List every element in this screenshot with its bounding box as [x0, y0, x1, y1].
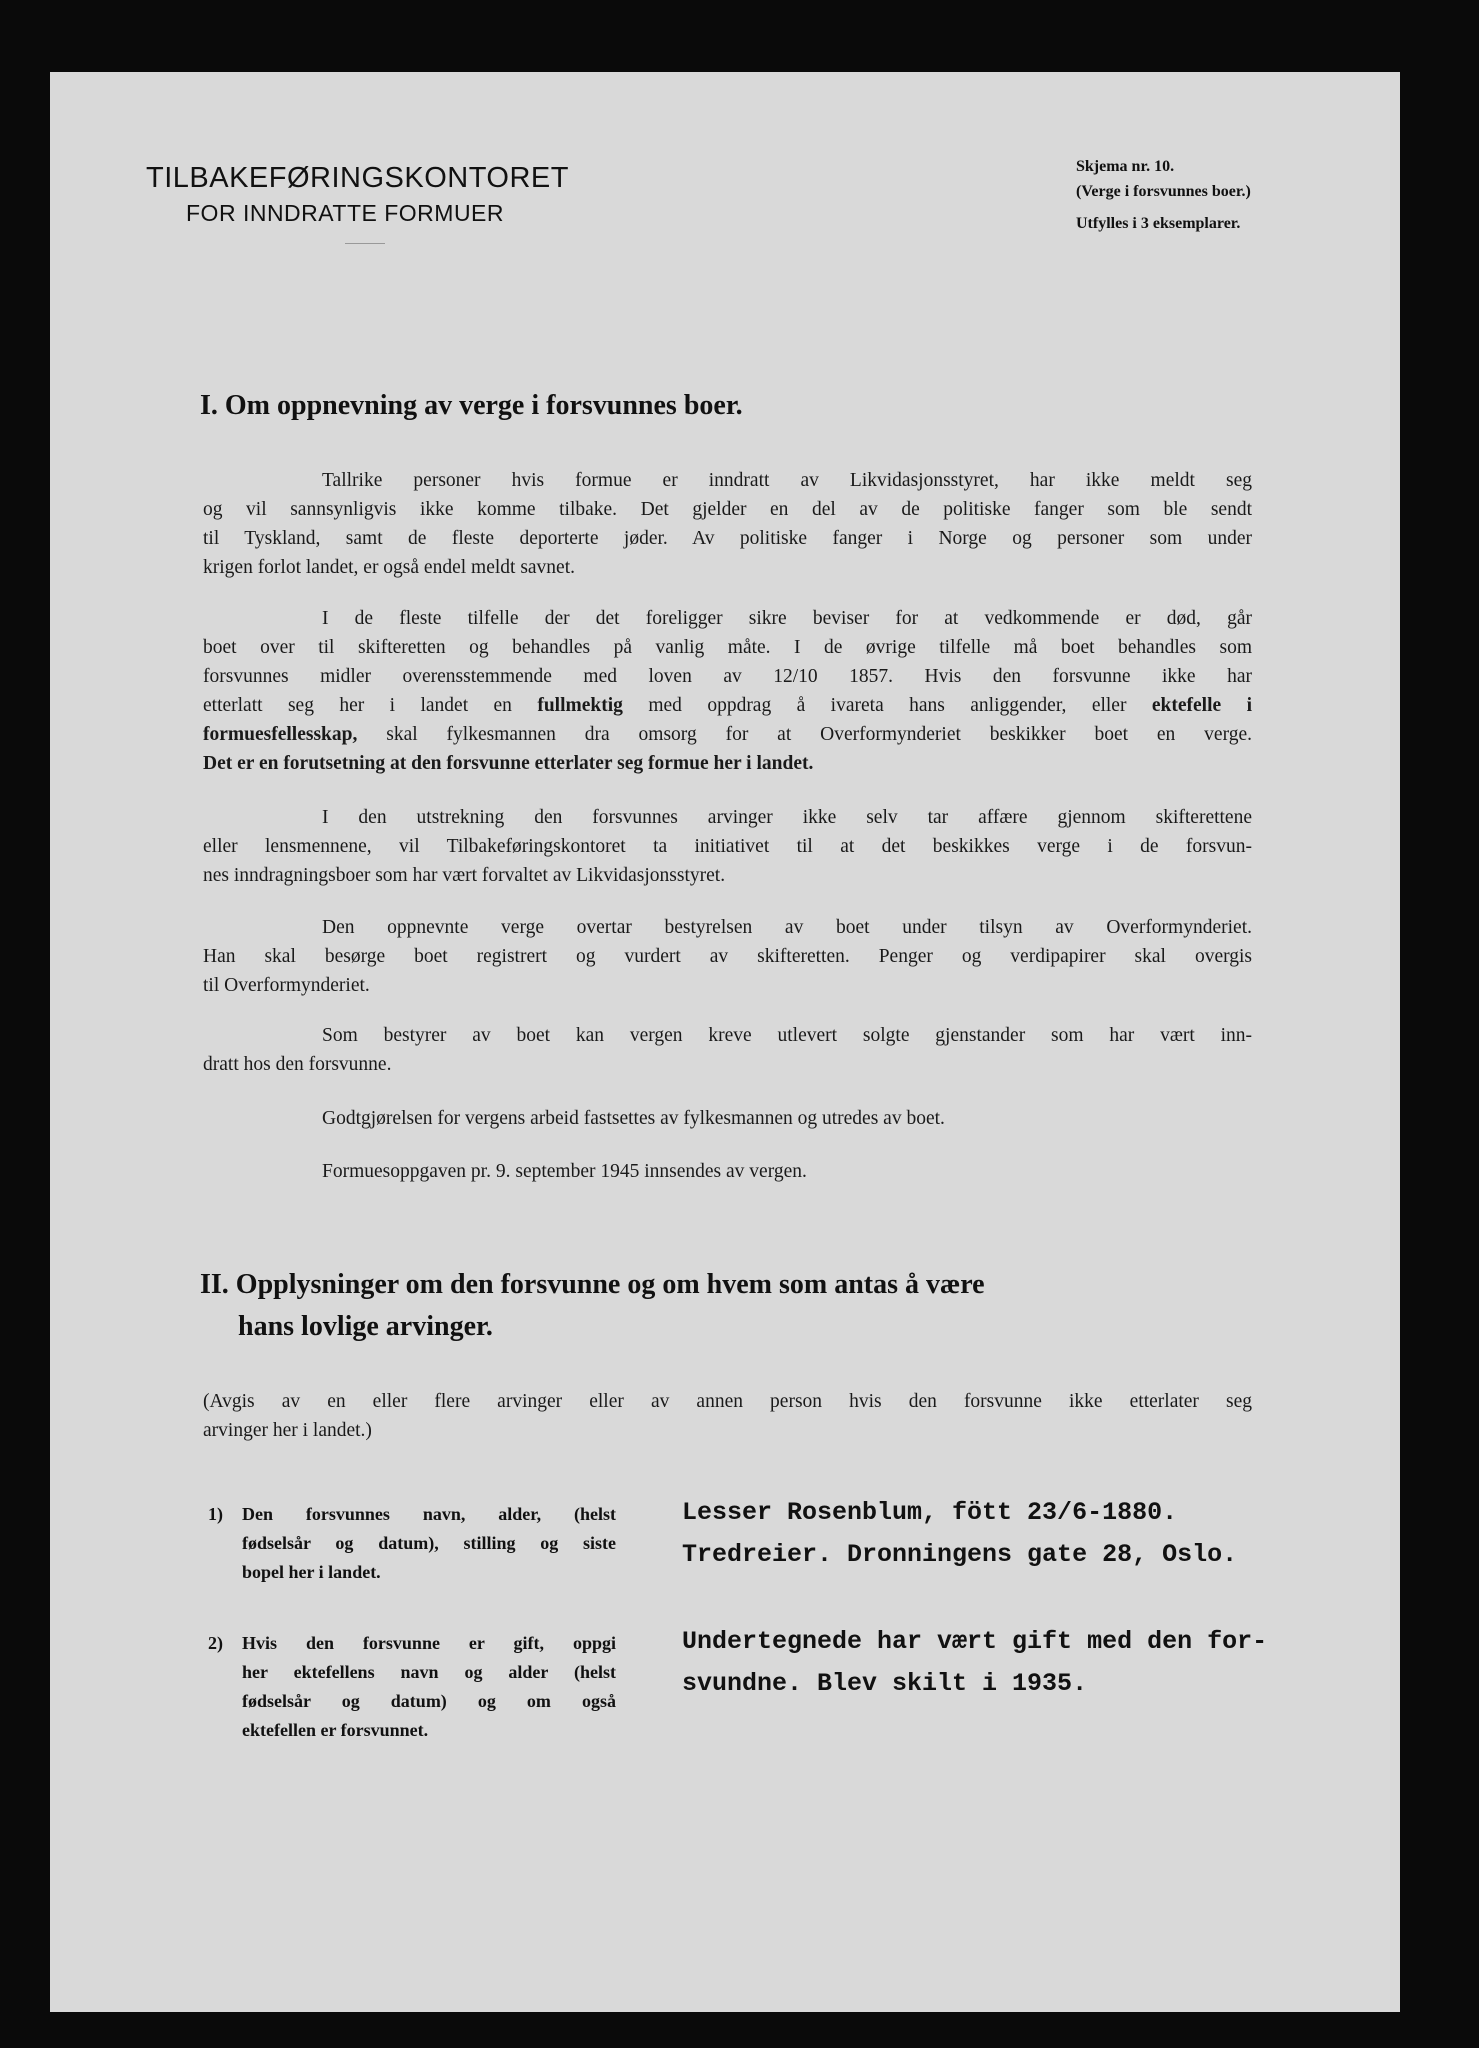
section2-note-line: (Avgis av en eller flere arvinger eller av annen person hvis den forsvunne ikke etterlater seg — [203, 1391, 1252, 1412]
item-question — [242, 1500, 616, 1587]
paragraph-line: Han skal besørge boet registrert og vurdert av skifteretten. Penger og verdipapirer skal overgis — [203, 946, 1252, 967]
form-subtitle: (Verge i forsvunnes boer.) — [1076, 183, 1251, 200]
question-line: Den forsvunnes navn, alder, (helst — [242, 1504, 616, 1524]
paragraph-line: etterlatt seg her i landet en fullmektig med oppdrag å ivareta hans anliggender, eller ektefelle i — [203, 695, 1252, 716]
paragraph-line: Det er en forutsetning at den forsvunne etterlater seg formue her i landet. — [203, 753, 814, 774]
form-number: Skjema nr. 10. — [1076, 158, 1175, 175]
question-line: her ektefellens navn og alder (helst — [242, 1662, 616, 1682]
paragraph-line: dratt hos den forsvunne. — [203, 1054, 392, 1075]
typed-answer-line: Lesser Rosenblum, fött 23/6-1880. — [682, 1498, 1178, 1527]
typed-answer-line: Tredreier. Dronningens gate 28, Oslo. — [682, 1540, 1238, 1569]
paragraph-line: Den oppnevnte verge overtar bestyrelsen av boet under tilsyn av Overformynderiet. — [322, 917, 1252, 938]
paragraph-line: I de fleste tilfelle der det foreligger sikre beviser for at vedkommende er død, går — [322, 608, 1252, 629]
paragraph-line: krigen forlot landet, er også endel meldt savnet. — [203, 557, 576, 578]
item-number: 1) — [208, 1504, 223, 1524]
paragraph-line: I den utstrekning den forsvunnes arvinger ikke selv tar affære gjennom skifterettene — [322, 807, 1252, 828]
divider — [345, 243, 385, 244]
organization-subtitle: FOR INNDRATTE FORMUER — [186, 200, 505, 226]
paragraph-line: Som bestyrer av boet kan vergen kreve utlevert solgte gjenstander som har vært inn- — [322, 1025, 1252, 1046]
paragraph-line: til Tyskland, samt de fleste deporterte jøder. Av politiske fanger i Norge og personer som under — [203, 528, 1252, 549]
paragraph-line: boet over til skifteretten og behandles på vanlig måte. I de øvrige tilfelle må boet behandles som — [203, 637, 1252, 658]
paragraph-line: Godtgjørelsen for vergens arbeid fastsettes av fylkesmannen og utredes av boet. — [322, 1108, 945, 1129]
paragraph-line: til Overformynderiet. — [203, 975, 370, 996]
item-question — [242, 1629, 616, 1745]
item-number: 2) — [208, 1633, 223, 1653]
organization-name: TILBAKEFØRINGSKONTORET — [146, 162, 569, 194]
question-line: fødselsår og datum) og om også — [242, 1691, 616, 1711]
typed-answer-line: svundne. Blev skilt i 1935. — [682, 1669, 1088, 1698]
section2-heading-cont: hans lovlige arvinger. — [238, 1311, 493, 1342]
section2-note-line: arvinger her i landet.) — [203, 1420, 372, 1441]
section1-heading: I. Om oppnevning av verge i forsvunnes boer. — [200, 390, 743, 421]
copies-note: Utfylles i 3 eksemplarer. — [1076, 215, 1241, 232]
section2-heading: II. Opplysninger om den forsvunne og om hvem som antas å være — [200, 1269, 985, 1300]
paragraph-line: Formuesoppgaven pr. 9. september 1945 innsendes av vergen. — [322, 1161, 807, 1182]
question-line: Hvis den forsvunne er gift, oppgi — [242, 1633, 616, 1653]
question-line: ektefellen er forsvunnet. — [242, 1720, 429, 1740]
paragraph-line: Tallrike personer hvis formue er inndratt av Likvidasjonsstyret, har ikke meldt seg — [322, 470, 1252, 491]
typed-answer-line: Undertegnede har vært gift med den for- — [682, 1627, 1268, 1656]
paragraph-line: eller lensmennene, vil Tilbakeføringskontoret ta initiativet til at det beskikkes verge i de forsvun- — [203, 836, 1252, 857]
paragraph-line: forsvunnes midler overensstemmende med loven av 12/10 1857. Hvis den forsvunne ikke har — [203, 666, 1252, 687]
question-line: fødselsår og datum), stilling og siste — [242, 1533, 616, 1553]
paragraph-line: formuesfellesskap, skal fylkesmannen dra omsorg for at Overformynderiet beskikker boet en verge. — [203, 724, 1252, 745]
question-line: bopel her i landet. — [242, 1562, 381, 1582]
paragraph-line: og vil sannsynligvis ikke komme tilbake. Det gjelder en del av de politiske fanger som ble sendt — [203, 499, 1252, 520]
paragraph-line: nes inndragningsboer som har vært forvaltet av Likvidasjonsstyret. — [203, 865, 726, 886]
